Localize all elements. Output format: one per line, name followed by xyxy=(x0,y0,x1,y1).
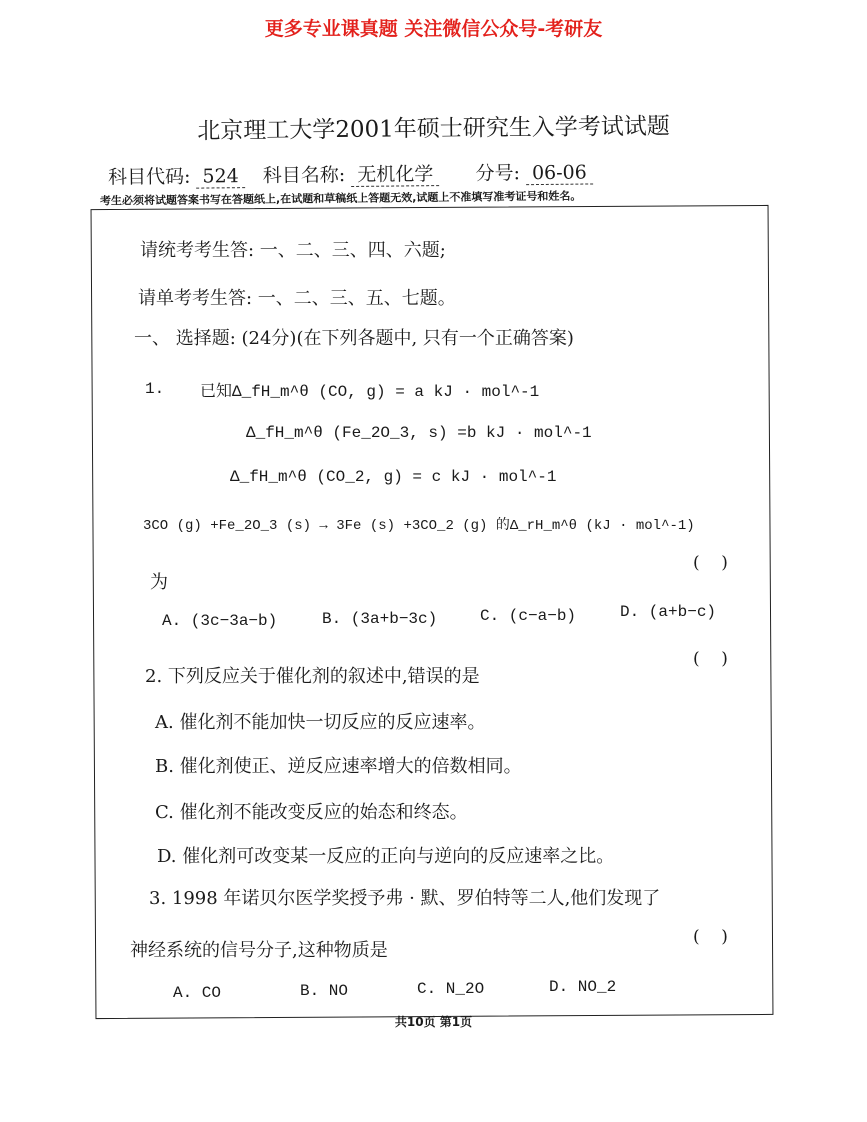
promo-banner: 更多专业课真题 关注微信公众号-考研友 xyxy=(264,18,603,40)
q3-option-a: A. CO xyxy=(173,984,222,1002)
part-value: 06-06 xyxy=(526,161,593,185)
q1-line5: 为 xyxy=(150,572,168,593)
instruction-single: 请单考考生答: 一、二、三、五、七题。 xyxy=(138,288,456,309)
section1-heading: 一、 选择题: (24分)(在下列各题中, 只有一个正确答案) xyxy=(134,328,574,349)
instruction-unified: 请统考考生答: 一、二、三、四、六题; xyxy=(140,240,446,261)
q3-stem-line1: 3. 1998 年诺贝尔医学奖授予弗 · 默、罗伯特等二人,他们发现了 xyxy=(149,888,661,909)
exam-title: 北京理工大学2001年硕士研究生入学考试试题 xyxy=(197,113,670,145)
q2-option-c: C. 催化剂不能改变反应的始态和终态。 xyxy=(155,802,468,823)
q1-line4: 3CO (g) +Fe_2O_3 (s) → 3Fe (s) +3CO_2 (g) 的Δ_rH_m^θ (kJ · mol^-1) xyxy=(143,518,695,534)
q2-option-a: A. 催化剂不能加快一切反应的反应速率。 xyxy=(155,712,486,733)
q3-option-b: B. NO xyxy=(300,982,349,1000)
exam-meta xyxy=(108,157,593,189)
page-footer: 共10页 第1页 xyxy=(394,1015,473,1029)
q2-answer-blank: ( ) xyxy=(693,649,728,669)
q3-option-c: C. N_2O xyxy=(417,980,485,998)
q3-stem-line2: 神经系统的信号分子,这种物质是 xyxy=(130,940,388,961)
subject-name-value: 无机化学 xyxy=(351,163,439,187)
exam-notice: 考生必须将试题答案书写在答题纸上,在试题和草稿纸上答题无效,试题上不准填写准考证号和姓名。 xyxy=(99,189,582,208)
q1-option-a: A. (3c−3a−b) xyxy=(162,612,278,630)
q1-line2: Δ_fH_m^θ (Fe_2O_3, s) =b kJ · mol^-1 xyxy=(246,424,592,442)
q1-option-c: C. (c−a−b) xyxy=(480,607,577,625)
q1-line1: 已知Δ_fH_m^θ (CO, g) = a kJ · mol^-1 xyxy=(200,383,540,401)
q2-option-b: B. 催化剂使正、逆反应速率增大的倍数相同。 xyxy=(155,756,522,777)
q2-option-d: D. 催化剂可改变某一反应的正向与逆向的反应速率之比。 xyxy=(157,846,615,867)
q1-answer-blank: ( ) xyxy=(693,553,728,573)
subject-code-label: 科目代码: xyxy=(107,165,191,189)
q1-line3: Δ_fH_m^θ (CO_2, g) = c kJ · mol^-1 xyxy=(230,468,557,486)
q3-answer-blank: ( ) xyxy=(693,927,728,947)
q2-stem: 2. 下列反应关于催化剂的叙述中,错误的是 xyxy=(145,666,480,687)
q1-number: 1. xyxy=(145,380,165,398)
q3-option-d: D. NO_2 xyxy=(549,978,617,996)
q1-option-b: B. (3a+b−3c) xyxy=(322,610,438,628)
part-label: 分号: xyxy=(475,162,521,185)
subject-code-value: 524 xyxy=(196,165,245,189)
q1-option-d: D. (a+b−c) xyxy=(620,603,717,621)
subject-name-label: 科目名称: xyxy=(262,164,346,187)
